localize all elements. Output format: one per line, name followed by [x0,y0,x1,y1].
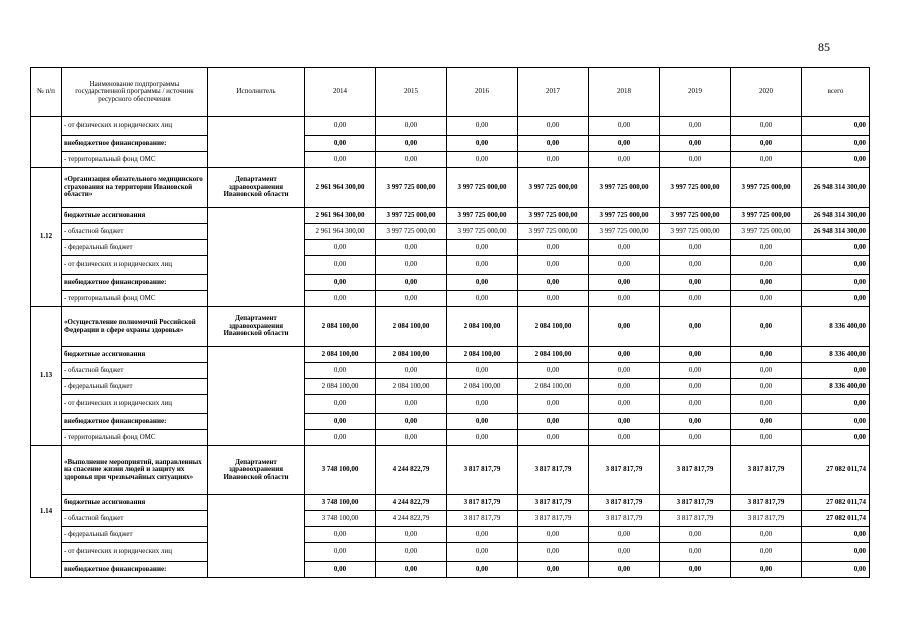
row-label: - федеральный бюджет [62,379,208,395]
value-cell: 2 084 100,00 [518,347,589,363]
value-cell: 0,00 [589,291,660,307]
value-cell: 0,00 [589,275,660,291]
value-cell: 3 817 817,79 [660,446,731,495]
value-cell: 0,00 [660,136,731,152]
value-cell: 0,00 [447,117,518,136]
value-cell: 0,00 [305,430,376,446]
value-cell: 0,00 [731,117,802,136]
page-number: 85 [818,40,830,54]
table-row [31,240,870,256]
total-cell: 27 082 011,74 [802,495,870,511]
table-body [31,117,870,578]
value-cell: 3 997 725 000,00 [447,168,518,208]
value-cell: 0,00 [376,430,447,446]
total-cell: 27 082 011,74 [802,446,870,495]
value-cell: 0,00 [518,136,589,152]
value-cell: 0,00 [518,363,589,379]
value-cell: 0,00 [305,240,376,256]
value-cell: 0,00 [305,414,376,430]
value-cell: 3 817 817,79 [518,446,589,495]
value-cell: 0,00 [660,414,731,430]
value-cell: 0,00 [376,136,447,152]
value-cell: 3 817 817,79 [589,446,660,495]
value-cell: 4 244 822,79 [376,446,447,495]
value-cell: 0,00 [589,430,660,446]
value-cell: 0,00 [589,152,660,168]
total-cell: 0,00 [802,363,870,379]
value-cell: 0,00 [660,240,731,256]
section-executor: Департамент здравоохранения Ивановской области [208,168,305,208]
value-cell: 0,00 [660,117,731,136]
value-cell: 0,00 [447,291,518,307]
section-title-row [31,446,870,495]
header-no: № п/п [31,68,62,117]
value-cell: 3 997 725 000,00 [376,168,447,208]
value-cell: 0,00 [376,117,447,136]
value-cell: 0,00 [376,527,447,543]
table-row [31,152,870,168]
value-cell: 0,00 [305,256,376,275]
value-cell: 0,00 [376,562,447,578]
value-cell: 0,00 [731,240,802,256]
value-cell: 2 084 100,00 [447,347,518,363]
table-row [31,136,870,152]
value-cell: 2 084 100,00 [518,307,589,347]
value-cell: 0,00 [660,363,731,379]
row-label: бюджетные ассигнования [62,495,208,511]
value-cell: 0,00 [447,414,518,430]
value-cell: 0,00 [518,256,589,275]
value-cell: 2 961 964 300,00 [305,224,376,240]
value-cell: 0,00 [660,291,731,307]
value-cell: 3 997 725 000,00 [518,168,589,208]
row-label: - областной бюджет [62,363,208,379]
total-cell: 26 948 314 300,00 [802,224,870,240]
value-cell: 4 244 822,79 [376,511,447,527]
value-cell: 2 084 100,00 [447,307,518,347]
value-cell: 0,00 [731,379,802,395]
value-cell: 0,00 [731,136,802,152]
value-cell: 0,00 [660,275,731,291]
table-row [31,291,870,307]
total-cell: 8 336 400,00 [802,307,870,347]
value-cell: 3 817 817,79 [447,495,518,511]
value-cell: 0,00 [731,395,802,414]
value-cell: 0,00 [731,275,802,291]
table-row [31,543,870,562]
row-number-cell [31,117,62,168]
row-label: - от физических и юридических лиц [62,395,208,414]
value-cell: 2 084 100,00 [518,379,589,395]
executor-cell [208,347,305,446]
value-cell: 0,00 [589,347,660,363]
value-cell: 0,00 [731,543,802,562]
value-cell: 0,00 [660,379,731,395]
row-label: бюджетные ассигнования [62,347,208,363]
section-number: 1.14 [31,446,62,578]
row-label: - от физических и юридических лиц [62,117,208,136]
total-cell: 0,00 [802,117,870,136]
value-cell: 2 961 964 300,00 [305,208,376,224]
value-cell: 2 084 100,00 [305,307,376,347]
value-cell: 0,00 [518,152,589,168]
total-cell: 27 082 011,74 [802,511,870,527]
row-label: - федеральный бюджет [62,527,208,543]
value-cell: 3 997 725 000,00 [731,224,802,240]
value-cell: 0,00 [731,152,802,168]
value-cell: 3 997 725 000,00 [589,168,660,208]
section-executor: Департамент здравоохранения Ивановской области [208,446,305,495]
value-cell: 0,00 [589,240,660,256]
header-name: Наименование подпрограммы государственной программы / источник ресурсного обеспечения [62,68,208,117]
table-row [31,495,870,511]
value-cell: 0,00 [447,136,518,152]
total-cell: 0,00 [802,275,870,291]
value-cell: 3 748 100,00 [305,511,376,527]
value-cell: 3 997 725 000,00 [376,224,447,240]
row-label: - от физических и юридических лиц [62,543,208,562]
value-cell: 2 961 964 300,00 [305,168,376,208]
value-cell: 0,00 [660,430,731,446]
row-label: внебюджетное финансирование: [62,275,208,291]
value-cell: 0,00 [589,256,660,275]
value-cell: 0,00 [376,240,447,256]
value-cell: 0,00 [305,136,376,152]
value-cell: 3 997 725 000,00 [589,208,660,224]
executor-cell [208,117,305,168]
value-cell: 0,00 [731,430,802,446]
table-row [31,208,870,224]
total-cell: 0,00 [802,136,870,152]
value-cell: 0,00 [660,395,731,414]
value-cell: 3 817 817,79 [589,495,660,511]
section-number: 1.13 [31,307,62,446]
total-cell: 0,00 [802,395,870,414]
value-cell: 2 084 100,00 [305,379,376,395]
value-cell: 0,00 [376,414,447,430]
value-cell: 0,00 [376,291,447,307]
value-cell: 0,00 [660,527,731,543]
header-year: 2020 [731,68,802,117]
value-cell: 0,00 [518,414,589,430]
section-title-row [31,168,870,208]
value-cell: 0,00 [376,256,447,275]
value-cell: 0,00 [447,562,518,578]
value-cell: 3 997 725 000,00 [660,224,731,240]
value-cell: 0,00 [660,347,731,363]
value-cell: 3 748 100,00 [305,446,376,495]
table-row [31,430,870,446]
value-cell: 0,00 [589,395,660,414]
table-row [31,414,870,430]
section-title: «Осуществление полномочий Российской Федерации в сфере охраны здоровья» [62,307,208,347]
row-label: внебюджетное финансирование: [62,136,208,152]
value-cell: 3 748 100,00 [305,495,376,511]
value-cell: 0,00 [589,562,660,578]
total-cell: 8 336 400,00 [802,379,870,395]
value-cell: 3 817 817,79 [660,495,731,511]
row-label: - территориальный фонд ОМС [62,430,208,446]
table-row [31,224,870,240]
value-cell: 0,00 [305,117,376,136]
value-cell: 0,00 [731,291,802,307]
row-label: бюджетные ассигнования [62,208,208,224]
table-row [31,347,870,363]
row-label: внебюджетное финансирование: [62,562,208,578]
table-header-row [31,68,870,117]
header-year: 2017 [518,68,589,117]
total-cell: 0,00 [802,291,870,307]
total-cell: 0,00 [802,152,870,168]
value-cell: 0,00 [589,117,660,136]
value-cell: 2 084 100,00 [376,347,447,363]
value-cell: 0,00 [305,363,376,379]
value-cell: 0,00 [731,562,802,578]
value-cell: 0,00 [589,363,660,379]
value-cell: 4 244 822,79 [376,495,447,511]
row-label: - областной бюджет [62,511,208,527]
value-cell: 0,00 [305,291,376,307]
value-cell: 3 997 725 000,00 [589,224,660,240]
row-label: - от физических и юридических лиц [62,256,208,275]
value-cell: 3 817 817,79 [518,511,589,527]
table-row [31,511,870,527]
value-cell: 0,00 [731,307,802,347]
total-cell: 26 948 314 300,00 [802,168,870,208]
value-cell: 0,00 [447,152,518,168]
value-cell: 0,00 [305,527,376,543]
value-cell: 0,00 [447,240,518,256]
value-cell: 3 817 817,79 [447,446,518,495]
value-cell: 3 997 725 000,00 [447,208,518,224]
value-cell: 0,00 [447,543,518,562]
total-cell: 26 948 314 300,00 [802,208,870,224]
value-cell: 3 997 725 000,00 [518,208,589,224]
total-cell: 0,00 [802,527,870,543]
row-label: внебюджетное финансирование: [62,414,208,430]
value-cell: 0,00 [447,256,518,275]
value-cell: 3 817 817,79 [447,511,518,527]
total-cell: 0,00 [802,543,870,562]
header-executor: Исполнитель [208,68,305,117]
value-cell: 2 084 100,00 [376,379,447,395]
table-row [31,379,870,395]
value-cell: 0,00 [376,363,447,379]
value-cell: 0,00 [305,395,376,414]
value-cell: 0,00 [447,395,518,414]
budget-table [30,67,870,578]
row-label: - территориальный фонд ОМС [62,291,208,307]
value-cell: 0,00 [305,152,376,168]
value-cell: 0,00 [518,562,589,578]
value-cell: 0,00 [376,275,447,291]
section-title: «Выполнение мероприятий, направленных на спасение жизни людей и защиту их здоровья при чрезвычайных ситуациях» [62,446,208,495]
value-cell: 0,00 [518,275,589,291]
value-cell: 3 997 725 000,00 [731,168,802,208]
value-cell: 0,00 [447,363,518,379]
row-label: - федеральный бюджет [62,240,208,256]
value-cell: 0,00 [518,240,589,256]
value-cell: 2 084 100,00 [305,347,376,363]
value-cell: 0,00 [660,152,731,168]
value-cell: 0,00 [305,562,376,578]
value-cell: 0,00 [660,256,731,275]
table-row [31,275,870,291]
value-cell: 0,00 [660,307,731,347]
row-label: - территориальный фонд ОМС [62,152,208,168]
value-cell: 0,00 [447,430,518,446]
value-cell: 3 997 725 000,00 [731,208,802,224]
value-cell: 3 997 725 000,00 [660,208,731,224]
section-executor: Департамент здравоохранения Ивановской области [208,307,305,347]
value-cell: 2 084 100,00 [376,307,447,347]
value-cell: 0,00 [447,527,518,543]
value-cell: 0,00 [589,307,660,347]
header-year: 2018 [589,68,660,117]
value-cell: 0,00 [731,527,802,543]
value-cell: 0,00 [305,543,376,562]
value-cell: 0,00 [518,430,589,446]
header-year: 2014 [305,68,376,117]
value-cell: 0,00 [518,291,589,307]
executor-cell [208,208,305,307]
section-number: 1.12 [31,168,62,307]
total-cell: 0,00 [802,414,870,430]
table-row [31,117,870,136]
value-cell: 2 084 100,00 [447,379,518,395]
value-cell: 3 817 817,79 [518,495,589,511]
value-cell: 3 817 817,79 [589,511,660,527]
value-cell: 0,00 [518,395,589,414]
value-cell: 3 997 725 000,00 [518,224,589,240]
total-cell: 0,00 [802,240,870,256]
total-cell: 0,00 [802,562,870,578]
value-cell: 0,00 [731,363,802,379]
value-cell: 0,00 [376,152,447,168]
header-year: 2016 [447,68,518,117]
value-cell: 0,00 [589,379,660,395]
value-cell: 0,00 [518,543,589,562]
value-cell: 0,00 [589,414,660,430]
header-year: 2019 [660,68,731,117]
total-cell: 0,00 [802,256,870,275]
value-cell: 0,00 [518,527,589,543]
value-cell: 0,00 [589,136,660,152]
header-total: всего [802,68,870,117]
value-cell: 3 817 817,79 [731,495,802,511]
value-cell: 0,00 [731,347,802,363]
value-cell: 3 997 725 000,00 [376,208,447,224]
row-label: - областной бюджет [62,224,208,240]
header-year: 2015 [376,68,447,117]
total-cell: 0,00 [802,430,870,446]
value-cell: 3 817 817,79 [660,511,731,527]
table-row [31,363,870,379]
executor-cell [208,495,305,578]
value-cell: 0,00 [660,543,731,562]
value-cell: 0,00 [589,527,660,543]
table-row [31,562,870,578]
value-cell: 0,00 [376,395,447,414]
value-cell: 3 817 817,79 [731,446,802,495]
value-cell: 0,00 [731,256,802,275]
section-title-row [31,307,870,347]
value-cell: 0,00 [447,275,518,291]
table-row [31,527,870,543]
table-row [31,256,870,275]
value-cell: 3 817 817,79 [731,511,802,527]
value-cell: 0,00 [589,543,660,562]
value-cell: 0,00 [660,562,731,578]
value-cell: 3 997 725 000,00 [660,168,731,208]
value-cell: 0,00 [305,275,376,291]
section-title: «Организация обязательного медицинского страхования на территории Ивановской области» [62,168,208,208]
value-cell: 0,00 [731,414,802,430]
value-cell: 3 997 725 000,00 [447,224,518,240]
table-row [31,395,870,414]
total-cell: 8 336 400,00 [802,347,870,363]
value-cell: 0,00 [376,543,447,562]
value-cell: 0,00 [518,117,589,136]
